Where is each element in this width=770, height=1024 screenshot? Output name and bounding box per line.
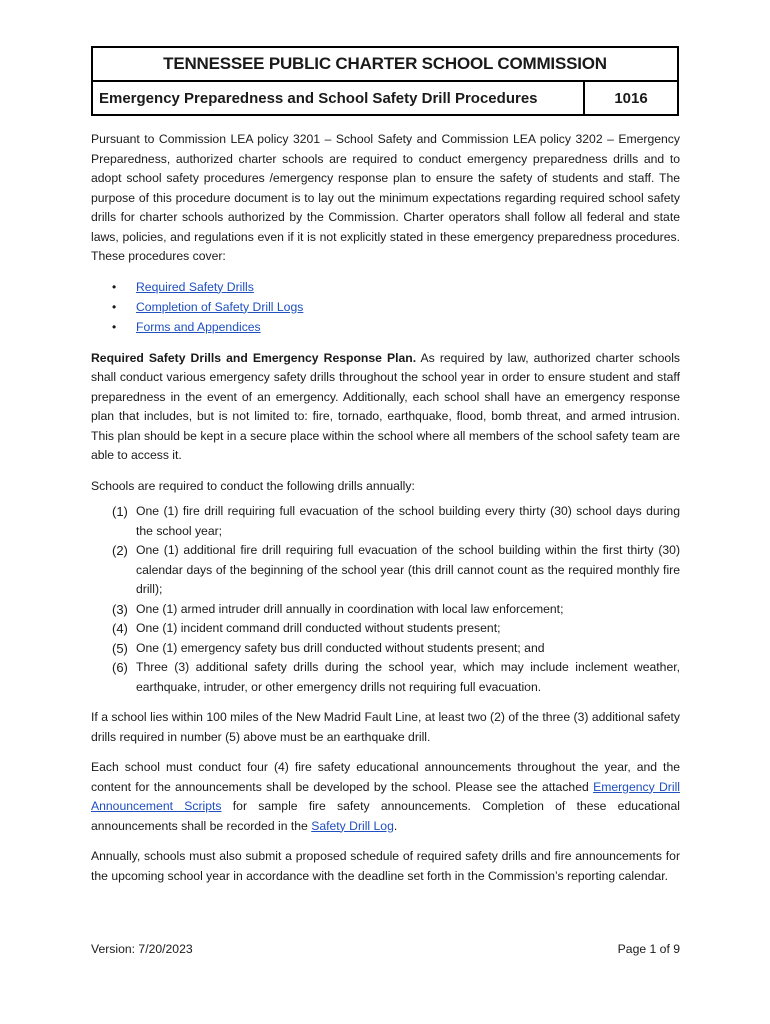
link-completion-of-safety-drill-logs[interactable]: Completion of Safety Drill Logs	[136, 299, 304, 314]
header-table	[91, 46, 679, 116]
policy-number: 1016	[614, 89, 648, 107]
drill-item	[91, 502, 680, 541]
drill-number: (3)	[112, 601, 128, 617]
drill-text: Three (3) additional safety drills during the school year, which may include inclement weather, earthquake, intruder, or other emergency drills not requiring full evacuation.	[136, 660, 680, 694]
link-required-safety-drills[interactable]: Required Safety Drills	[136, 279, 254, 294]
link-forms-and-appendices[interactable]: Forms and Appendices	[136, 319, 261, 334]
section-body: As required by law, authorized charter schools shall conduct various emergency safety drills throughout the school year in order to ensure student and staff preparedness in the event of an emergency. Additionally, each school shall have an emergency response plan that includes, but is not limited to: fire, tornado, earthquake, flood, bomb threat, and armed intrusion. This plan should be kept in a secure place within the school where all members of the school safety team are able to access it.	[91, 350, 680, 462]
drill-item	[91, 619, 680, 639]
drill-text: One (1) additional fire drill requiring full evacuation of the school building within the first thirty (30) calendar days of the beginning of the school year (this drill cannot count as the required monthly fire drill);	[136, 543, 680, 596]
header-row	[93, 82, 677, 114]
footer-version: Version: 7/20/2023	[91, 942, 193, 956]
drills-intro: Schools are required to conduct the following drills annually:	[91, 478, 415, 493]
contents-item	[91, 297, 680, 317]
announcements-text: .	[393, 818, 398, 833]
fault-line-paragraph: If a school lies within 100 miles of the New Madrid Fault Line, at least two (2) of the three (3) additional safety drills required in number (5) above must be an earthquake drill.	[91, 710, 680, 744]
contents-list	[91, 277, 680, 337]
bullet-icon: •	[112, 279, 117, 294]
section-required-drills	[91, 349, 680, 466]
drill-number: (2)	[112, 543, 128, 558]
link-safety-drill-log[interactable]: Safety Drill Log	[311, 818, 394, 833]
drill-text: One (1) emergency safety bus drill conducted without students present; and	[136, 640, 545, 655]
drill-item	[91, 600, 680, 620]
footer-page-number: Page 1 of 9	[617, 942, 680, 956]
drill-number: (4)	[112, 621, 128, 636]
drill-item	[91, 541, 680, 600]
drill-text: One (1) armed intruder drill annually in coordination with local law enforcement;	[136, 601, 564, 616]
drill-item	[91, 639, 680, 659]
announcements-text: for sample fire safety announcements. Completion of these educational announcements shall be recorded in the	[91, 799, 681, 833]
drill-text: One (1) fire drill requiring full evacuation of the school building every thirty (30) school days during the school year;	[136, 504, 680, 538]
bullet-icon: •	[112, 319, 117, 334]
document-title: TENNESSEE PUBLIC CHARTER SCHOOL COMMISSION	[93, 48, 677, 82]
announcements-text: Each school must conduct four (4) fire safety educational announcements throughout the year, and the content for the announcements shall be developed by the school. Please see the attached	[91, 760, 680, 794]
section-heading: Required Safety Drills and Emergency Response Plan.	[91, 350, 417, 365]
bullet-icon: •	[112, 299, 117, 314]
annual-paragraph: Annually, schools must also submit a proposed schedule of required safety drills and fire announcements for the upcoming school year in accordance with the deadline set forth in the Commission’s reporting calendar.	[91, 849, 680, 883]
drill-text: One (1) incident command drill conducted without students present;	[136, 621, 501, 635]
drill-number: (1)	[112, 504, 128, 519]
drill-item	[91, 658, 680, 697]
drills-list	[91, 502, 680, 697]
drill-number: (5)	[112, 640, 128, 656]
document-body	[91, 130, 680, 886]
document-subtitle: Emergency Preparedness and School Safety Drill Procedures	[93, 82, 585, 114]
announcements-paragraph	[91, 758, 680, 836]
contents-item	[91, 277, 680, 297]
intro-paragraph: Pursuant to Commission LEA policy 3201 – School Safety and Commission LEA policy 3202 – Emergency Preparedness, authorized charter schools are required to conduct emergency preparedness drills and to adopt school safety procedures /emergency response plan to ensure the safety of students and staff. The purpose of this procedure document is to lay out the minimum expectations regarding required school safety drills for charter schools authorized by the Commission. Charter operators shall follow all federal and state laws, policies, and regulations even if it is not explicitly stated in these emergency preparedness procedures. These procedures cover:	[91, 132, 680, 263]
link-emergency-drill-announcement-scripts[interactable]: Emergency Drill Announcement Scripts	[91, 779, 680, 813]
drill-number: (6)	[112, 660, 128, 675]
contents-item	[91, 317, 680, 337]
